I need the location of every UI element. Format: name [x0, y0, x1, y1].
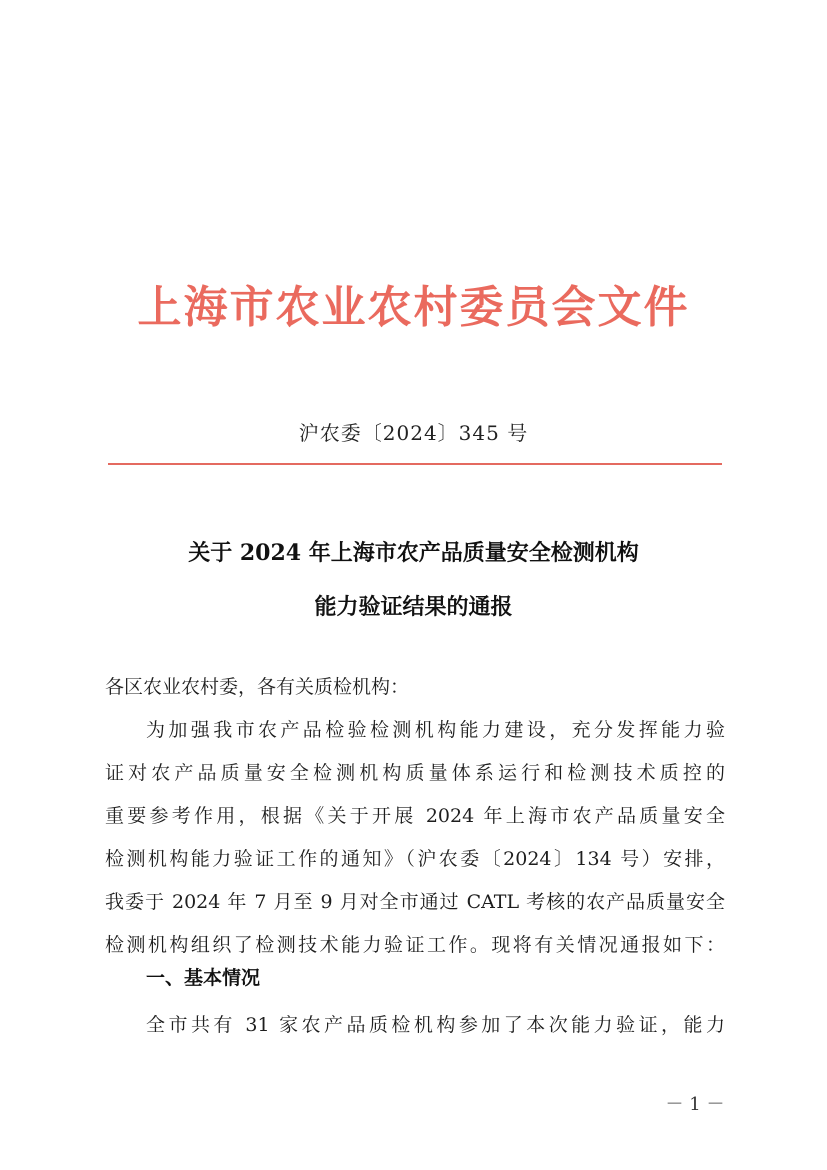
red-separator-line [108, 463, 722, 465]
document-title-line-2: 能力验证结果的通报 [314, 594, 513, 620]
paragraph-1-line-6: 检测机构组织了检测技术能力验证工作。现将有关情况通报如下： [105, 934, 725, 956]
document-title-line-1: 关于 2024 年上海市农产品质量安全检测机构 [188, 540, 639, 566]
paragraph-1-line-5: 我委于 2024 年 7 月至 9 月对全市通过 CATL 考核的农产品质量安全 [105, 891, 725, 913]
issuer-header: 上海市农业农村委员会文件 [137, 282, 690, 333]
page-number: － 1 － [665, 1094, 725, 1115]
section-heading-basic-situation: 一、基本情况 [146, 967, 261, 989]
document-number: 沪农委〔2024〕345 号 [298, 421, 529, 445]
paragraph-1-line-3: 重要参考作用，根据《关于开展 2024 年上海市农产品质量安全 [105, 805, 725, 827]
paragraph-2-line-1: 全市共有 31 家农产品质检机构参加了本次能力验证，能力 [146, 1014, 725, 1036]
paragraph-1-line-4: 检测机构能力验证工作的通知》（沪农委〔2024〕134 号）安排， [105, 848, 725, 870]
paragraph-1-line-1: 为加强我市农产品检验检测机构能力建设，充分发挥能力验 [146, 719, 725, 741]
paragraph-1-line-2: 证对农产品质量安全检测机构质量体系运行和检测技术质控的 [105, 762, 725, 784]
salutation: 各区农业农村委，各有关质检机构： [105, 676, 410, 698]
